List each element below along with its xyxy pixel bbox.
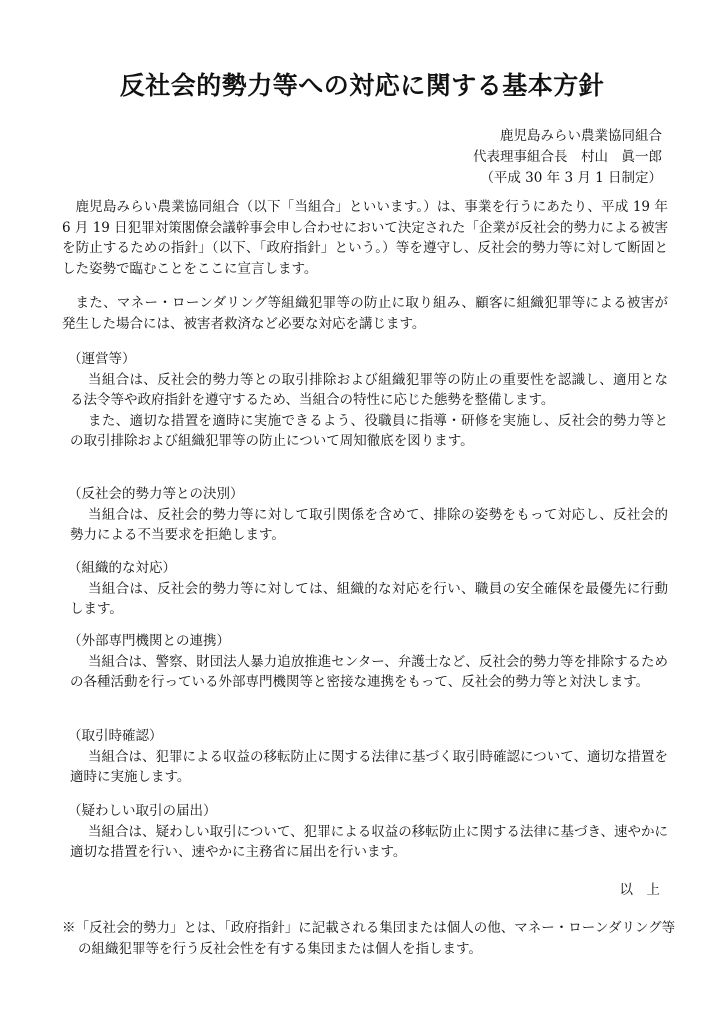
section-heading: （外部専門機関との連携） — [68, 633, 230, 649]
section-heading: （組織的な対応） — [68, 560, 176, 576]
intro-paragraph: また、マネー・ローンダリング等組織犯罪等の防止に取り組み、顧客に組織犯罪等による被害が発生した場合には、被害者救済など必要な対応を講じます。 — [62, 295, 668, 332]
section-external-cooperation — [68, 631, 668, 693]
section-heading: （反社会的勢力等との決別） — [68, 486, 244, 502]
section-operations — [68, 349, 668, 452]
section-paragraph: 当組合は、警察、財団法人暴力追放推進センター、弁護士など、反社会的勢力等を排除するための各種活動を行っている外部専門機関等と密接な連携をもって、反社会的勢力等と対決します。 — [70, 653, 668, 690]
section-paragraph: 当組合は、反社会的勢力等との取引排除および組織犯罪等の防止の重要性を認識し、適用となる法令等や政府指針を遵守するため、当組合の特性に応じた態勢を整備します。 — [70, 371, 668, 408]
section-heading: （運営等） — [68, 351, 136, 367]
section-paragraph: 当組合は、反社会的勢力等に対して取引関係を含めて、排除の姿勢をもって対応し、反社会的勢力による不当要求を拒絶します。 — [70, 506, 668, 543]
section-separation — [68, 484, 668, 546]
organization-name: 鹿児島みらい農業協同組合 — [500, 128, 662, 144]
footnote: ※「反社会的勢力」とは、「政府指針」に記載される集団または個人の他、マネー・ローンダリング等の組織犯罪等を行う反社会性を有する集団または個人を指します。 — [62, 920, 676, 957]
section-paragraph: 当組合は、反社会的勢力等に対しては、組織的な対応を行い、職員の安全確保を最優先に行動します。 — [70, 580, 668, 617]
section-heading: （疑わしい取引の届出） — [68, 803, 217, 819]
section-suspicious-transaction-report — [68, 801, 668, 863]
intro-paragraph: 鹿児島みらい農業協同組合（以下「当組合」といいます。）は、事業を行うにあたり、平成 19 年 6 月 19 日犯罪対策閣僚会議幹事会申し合わせにおいて決定された「企業が反社会的勢力による被害を防止するための指針」（以下、「政府指針」という。）等を遵守し、反社会的勢力等に対して断固とした姿勢で臨むことをここに宣言します。 — [62, 199, 668, 277]
closing-mark: 以 上 — [619, 882, 660, 898]
section-organizational-response — [68, 558, 668, 620]
signature-block — [473, 126, 662, 189]
section-paragraph: 当組合は、疑わしい取引について、犯罪による収益の移転防止に関する法律に基づき、速やかに適切な措置を行い、速やかに主務省に届出を行います。 — [70, 823, 668, 860]
section-paragraph: 当組合は、犯罪による収益の移転防止に関する法律に基づく取引時確認について、適切な措置を適時に実施します。 — [70, 748, 668, 785]
document-title: 反社会的勢力等への対応に関する基本方針 — [119, 71, 605, 100]
representative-name: 代表理事組合長 村山 眞一郎 — [473, 149, 662, 165]
section-paragraph: また、適切な措置を適時に実施できるよう、役職員に指導・研修を実施し、反社会的勢力等との取引排除および組織犯罪等の防止について周知徹底を図ります。 — [70, 412, 668, 449]
section-transaction-verification — [68, 726, 668, 788]
enactment-date: （平成 30 年 3 月 1 日制定） — [480, 170, 662, 186]
section-heading: （取引時確認） — [68, 728, 163, 744]
